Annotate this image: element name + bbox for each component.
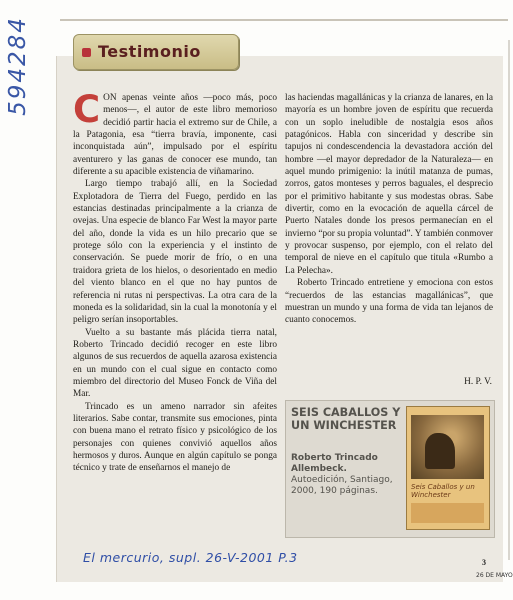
horse-rider-figure (425, 433, 455, 469)
article-column-1 (73, 88, 277, 475)
paragraph-3: Vuelto a su bastante más plácida tierra natal, Roberto Trincado decidió recoger en este libro algunos de sus recuerdos de aquella azarosa existencia en un mundo con el cual sigue en contacto como miembro del directorio del Museo Fonck de Viña del Mar. (73, 327, 277, 400)
page-edge (508, 40, 510, 560)
paragraph-2: Largo tiempo trabajó allí, en la Sociedad Explotadora de Tierra del Fuego, perdido en las estancias destinadas principalmente a la crianza de ovejas. Una especie de blanco Far West la mayor parte del año, donde la vida es un hilo precario que se protege sólo con la experiencia y el instinto de conservación. Se puede morir de frío, o en una traidora grieta de los hielos, o desorientado en medio del viento blanco en el que no hay puntos de referencia ni rutas ni perspectivas. La otra cara de la moneda es la solidaridad, sin la cual la monotonía y el peligro serían insoportables. (73, 179, 277, 326)
paragraph-6: Roberto Trincado entretiene y emociona con estos “recuerdos de las estancias magallánicas”, que muestran un mundo y una forma de vida tan lejanos de cuanto conocemos. (285, 278, 493, 326)
handwritten-source-note: El mercurio, supl. 26-V-2001 P.3 (83, 550, 298, 565)
paragraph-1 (73, 88, 277, 178)
paragraph-5: las haciendas magallánicas y la crianza de lanares, en la mayoría es un hombre joven de espíritu que recuerda con un soplo ineludible de nostalgia esos años patagónicos. Habla con sinceridad y describe sin tapujos ni condescendencia la devastadora acción del hombre —el mayor depredador de la Naturaleza— en aquel mundo primigenio: la inútil matanza de pumas, zorros, gatos monteses y perros baguales, el desprecio por el primitivo habitante y sus modestas obras. Sabe divertir, como en la evocación de aquella cárcel de Puerto Natales donde los presos permanecían en el invierno “por su propia voluntad”. Y también conmover y provocar suspenso, por ejemplo, con el relato del temporal de nieve en el capítulo que titula «Rumbo a La Pelecha». (285, 93, 493, 276)
drop-cap: C (73, 88, 101, 131)
book-info-box (285, 400, 495, 538)
book-cover-image (406, 406, 490, 530)
date-fragment: 26 DE MAYO (476, 572, 513, 579)
archive-number-text: 594284 (5, 15, 31, 116)
page-marker: 3 (482, 558, 486, 567)
section-title: Testimonio (98, 42, 201, 61)
top-rule (60, 19, 508, 21)
book-title: SEIS CABALLOS Y UN WINCHESTER (291, 406, 401, 432)
book-publication: Autoedición, Santiago, 2000, 190 páginas. (291, 475, 393, 496)
banner-marker-icon (82, 48, 91, 57)
cover-footer-band (411, 503, 484, 523)
archive-number (2, 8, 34, 123)
paragraph-1-text: ON apenas veinte años —poco más, poco menos—, el autor de este libro memorioso decidió partir hacia el extremo sur de Chile, a la Patagonia, esa “tierra bravía, imponente, casi inconquistada aún”, impulsado por el espíritu aventurero y las ganas de conocer ese mundo, tan diferente a su apacible existencia de viñamarino. (73, 93, 277, 178)
book-author: Roberto Trincado Allembeck. (291, 453, 378, 474)
section-banner (73, 34, 239, 70)
cover-title: Seis Caballos y un Winchester (411, 483, 475, 499)
article-column-2 (285, 92, 493, 327)
author-initials: H. P. V. (464, 377, 492, 387)
paragraph-4: Trincado es un ameno narrador sin afeites literarios. Sabe contar, transmite sus emociones, pinta con buena mano el retrato físico y psicológico de los personajes con quienes convivió aquellos años hermosos y duros. Aunque en algún capítulo se ponga técnico y trate de enseñarnos el manejo de (73, 401, 277, 474)
